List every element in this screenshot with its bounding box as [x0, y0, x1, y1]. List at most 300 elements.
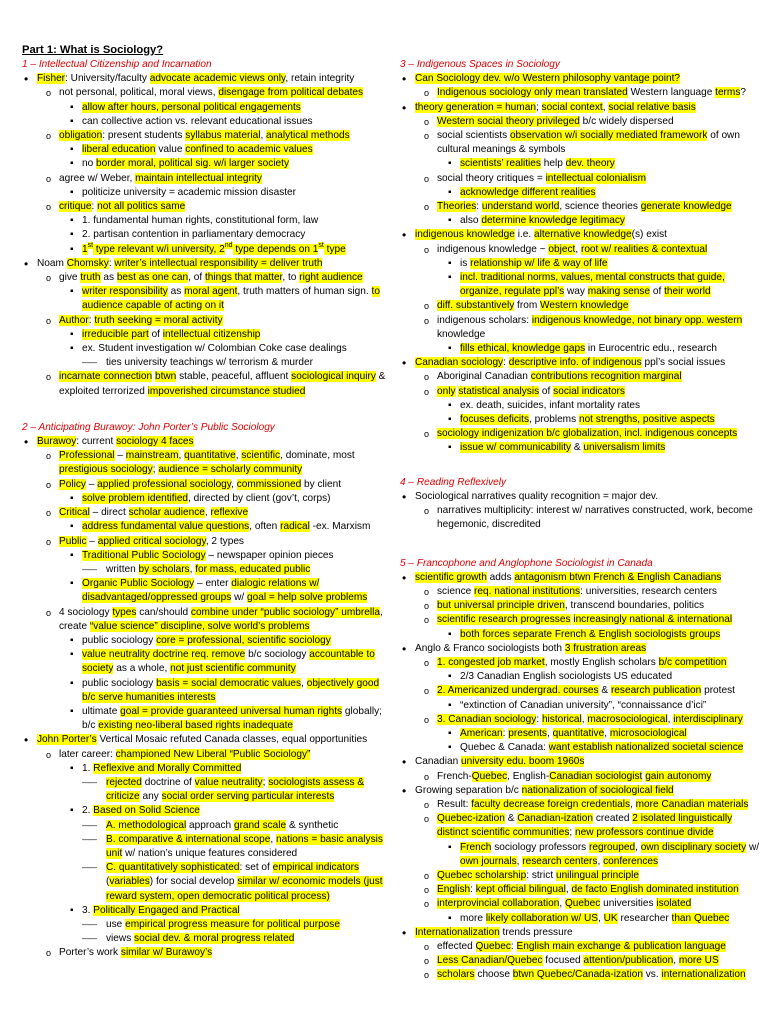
highlighted-text: accountable to society — [82, 649, 375, 675]
highlighted-text: Canadian-ization — [517, 813, 594, 825]
highlighted-text: scientific growth — [415, 571, 487, 583]
highlighted-text: not all politics same — [97, 201, 186, 213]
sub-bullet-item — [46, 314, 394, 328]
highlighted-text: commissioned — [236, 478, 302, 490]
text-run: – — [114, 450, 126, 462]
text-run: , create — [59, 606, 383, 632]
text-run: public sociology — [82, 634, 157, 646]
highlighted-text: sociology 4 faces — [116, 436, 194, 448]
sub-bullet-item — [46, 748, 394, 762]
highlighted-text: Indigenous sociology only mean translated — [437, 87, 628, 99]
text-run: stable, peaceful, affluent — [176, 371, 292, 383]
text-run: 2/3 Canadian English sociologists US educated — [460, 671, 673, 683]
text-run: ex. Student investigation w/ Colombian Coke case dealings — [82, 343, 347, 355]
highlighted-text: both forces separate French & English sociologists groups — [460, 628, 721, 640]
highlighted-text: Theories — [437, 201, 477, 213]
section-heading: 1 – Intellectual Citizenship and Incarnation — [22, 59, 212, 70]
highlighted-text: macrosociological — [587, 713, 668, 725]
text-run: 4 sociology — [59, 606, 113, 618]
text-run: , transcend boundaries, politics — [564, 600, 705, 612]
text-run: w/ nation’s unique features considered — [122, 847, 298, 859]
highlighted-text: basis = social democratic values — [156, 677, 302, 689]
highlighted-text: disengage from political debates — [218, 87, 364, 99]
highlighted-text: applied professional sociology — [97, 478, 232, 490]
highlighted-text: internationalization — [661, 969, 746, 981]
text-run: , English- — [507, 770, 550, 782]
highlighted-text: irreducible part — [82, 328, 149, 340]
highlighted-text: empirical indicators — [272, 862, 360, 874]
highlighted-text: Quebec scholarship — [437, 869, 527, 881]
highlighted-text: rejected — [106, 776, 142, 788]
sub-bullet-item — [82, 918, 394, 932]
highlighted-text: alternative knowledge — [533, 229, 632, 241]
highlighted-text: existing neo-liberal based rights inadequate — [98, 720, 293, 732]
text-run: , — [546, 727, 553, 739]
highlighted-text: indigenous knowledge — [415, 229, 515, 241]
text-run: of — [148, 328, 163, 340]
highlighted-text: social order serving particular interests — [161, 791, 335, 803]
text-run: 1. fundamental human rights, constitutional form, law — [82, 215, 319, 227]
text-run: Quebec & Canada: — [460, 742, 549, 754]
highlighted-text: research centers — [522, 855, 598, 867]
highlighted-text: to audience capable of acting on it — [82, 286, 380, 312]
highlighted-text: obligation — [59, 130, 103, 142]
sub-bullet-item — [70, 577, 394, 605]
highlighted-text: nationalization of sociological field — [521, 784, 674, 796]
text-run: , — [598, 912, 604, 924]
sub-bullet-item — [448, 399, 766, 413]
highlighted-text: value neutrality — [194, 776, 263, 788]
text-run: politicize university = academic mission disaster — [82, 186, 297, 198]
highlighted-text: radical — [280, 521, 310, 533]
text-run: , — [604, 727, 610, 739]
text-run: – — [85, 478, 98, 490]
highlighted-text: diff. substantively — [437, 300, 515, 312]
sub-bullet-item — [46, 271, 394, 285]
sub-bullet-item — [70, 214, 394, 228]
sub-bullet-item — [424, 684, 766, 698]
sub-bullet-item — [70, 634, 394, 648]
sub-bullet-item — [424, 883, 766, 897]
text-run: Porter’s work — [59, 947, 121, 959]
section-heading: 4 – Reading Reflexively — [400, 476, 507, 488]
text-run: knowledge — [437, 328, 486, 340]
sub-bullet-item — [70, 549, 394, 563]
sub-bullet-item — [424, 314, 766, 342]
sub-bullet-item — [70, 492, 394, 506]
highlighted-text: indigenous knowledge, not binary opp. western — [531, 314, 743, 326]
highlighted-text: more US — [678, 955, 719, 967]
text-run: 2. — [82, 805, 94, 817]
text-run: of own cultural meanings & symbols — [437, 130, 740, 156]
sub-bullet-item — [448, 214, 766, 228]
highlighted-text: gain autonomy — [645, 770, 712, 782]
text-run: Western language — [627, 87, 716, 99]
highlighted-text: than Quebec — [671, 912, 730, 924]
highlighted-text: empirical progress measure for political purpose — [125, 918, 340, 930]
highlighted-text: scientific research progresses — [437, 614, 571, 626]
text-run: way — [564, 286, 588, 298]
text-run: , — [559, 898, 565, 910]
highlighted-text: attention/publication — [583, 955, 674, 967]
text-run: & — [598, 685, 611, 697]
highlighted-text: more Canadian materials — [635, 798, 749, 810]
highlighted-text: interdisciplinary — [673, 713, 743, 725]
bullet-item — [402, 490, 766, 504]
sub-bullet-item — [424, 585, 766, 599]
text-run: as — [100, 272, 117, 284]
text-run: protest — [701, 685, 735, 697]
sub-bullet-item — [424, 613, 766, 627]
highlighted-text: confined to academic values — [185, 144, 313, 156]
text-run: & — [571, 442, 584, 454]
highlighted-text: generate knowledge — [640, 201, 732, 213]
text-run: ex. death, suicides, infant mortality rates — [460, 399, 641, 411]
text-run: , — [231, 478, 237, 490]
highlighted-text: own disciplinary society — [640, 841, 747, 853]
text-run: , to — [282, 272, 300, 284]
highlighted-text: antagonism btwn French & English Canadians — [514, 571, 722, 583]
text-run: focused — [542, 955, 584, 967]
highlighted-text: championed New Liberal “Public Sociology” — [115, 748, 311, 760]
highlighted-text: analytical methods — [266, 130, 350, 142]
text-run: 3. — [82, 904, 94, 916]
highlighted-text: social dev. & moral progress related — [134, 933, 295, 945]
highlighted-text: university edu. boom 1960s — [461, 756, 585, 768]
highlighted-text: 2. Americanized undergrad. courses — [437, 685, 599, 697]
sub-bullet-item — [46, 172, 394, 186]
text-run: , — [189, 563, 196, 575]
sub-bullet-item — [424, 656, 766, 670]
highlighted-text: presents — [508, 727, 547, 739]
text-run: : — [503, 357, 509, 369]
highlighted-text: Professional — [59, 450, 115, 462]
highlighted-text: syllabus material — [185, 130, 261, 142]
highlighted-text: own journals — [460, 855, 517, 867]
highlighted-text: type depends on 1 — [232, 243, 319, 255]
sub-bullet-item — [70, 677, 394, 705]
right-column — [400, 58, 766, 983]
sub-bullet-item — [448, 157, 766, 171]
sub-bullet-item — [70, 342, 394, 356]
sub-bullet-item — [70, 228, 394, 242]
highlighted-text: not strengths, positive aspects — [578, 414, 715, 426]
highlighted-text: st — [318, 242, 324, 250]
sub-bullet-item — [448, 670, 766, 684]
bullet-item — [402, 72, 766, 86]
text-run: : — [536, 713, 542, 725]
highlighted-text: Fisher — [37, 73, 66, 85]
highlighted-text: Reflexive and Morally Committed — [93, 762, 242, 774]
highlighted-text: intellectual colonialism — [545, 172, 646, 184]
highlighted-text: relationship w/ life & way of life — [470, 257, 608, 269]
highlighted-text: likely collaboration w/ US — [485, 912, 599, 924]
text-run: from — [514, 300, 541, 312]
sub-bullet-item — [70, 186, 394, 200]
highlighted-text: scientists’ realities — [460, 158, 541, 170]
sub-bullet-item — [448, 741, 766, 755]
highlighted-text: incl. traditional norms, values, mental constructs that guide, organize, regulate ppl’s — [460, 272, 725, 298]
highlighted-text: only — [437, 385, 456, 397]
sub-bullet-item — [46, 606, 394, 634]
highlighted-text: statistical analysis — [458, 385, 540, 397]
highlighted-text: prestigious sociology — [59, 464, 153, 476]
highlighted-text: Canadian sociologist — [549, 770, 643, 782]
highlighted-text: 3 frustration areas — [564, 642, 647, 654]
text-run: ; — [569, 827, 575, 839]
sub-bullet-item — [46, 478, 394, 492]
text-run: Growing separation b/c — [415, 784, 522, 796]
highlighted-text: variables — [109, 876, 150, 888]
highlighted-text: “value science” discipline, solve world’s problems — [89, 620, 310, 632]
highlighted-text: interprovincial collaboration — [437, 898, 560, 910]
text-run: – enter — [194, 578, 232, 590]
text-run: ) for social develop — [149, 876, 238, 888]
text-run: , — [178, 450, 185, 462]
highlighted-text: determine knowledge legitimacy — [481, 215, 625, 227]
text-run: , problems — [529, 414, 579, 426]
highlighted-text: their world — [664, 286, 711, 298]
highlighted-text: English main exchange & publication language — [516, 940, 726, 952]
sub-bullet-item — [424, 770, 766, 784]
sub-bullet-item — [424, 940, 766, 954]
sub-bullet-item — [70, 804, 394, 818]
text-run: sociology professors — [491, 841, 590, 853]
text-run: indigenous scholars: — [437, 314, 532, 326]
highlighted-text: Public — [59, 535, 87, 547]
sub-bullet-item — [448, 841, 766, 869]
text-run: : — [88, 314, 95, 326]
text-run: not personal, political, moral views, — [59, 87, 219, 99]
highlighted-text: applied critical sociology — [97, 535, 206, 547]
bullet-item — [402, 356, 766, 370]
section-heading: 2 – Anticipating Burawoy: John Porter’s Public Sociology — [22, 421, 275, 433]
highlighted-text: want establish nationalized societal science — [548, 742, 744, 754]
highlighted-text: terms — [715, 87, 741, 99]
highlighted-text: making sense — [587, 286, 651, 298]
highlighted-text: Organic Public Sociology — [82, 578, 195, 590]
highlighted-text: things that matter — [204, 272, 283, 284]
highlighted-text: nations = basic analysis unit — [106, 833, 383, 859]
text-run: by client — [301, 478, 342, 490]
text-run: choose — [474, 969, 513, 981]
highlighted-text: Canadian sociology — [415, 357, 504, 369]
sub-bullet-item — [70, 762, 394, 776]
text-run: doctrine of — [141, 776, 195, 788]
text-run: approach — [186, 819, 234, 831]
text-run: , often — [249, 521, 281, 533]
sub-bullet-item — [424, 129, 766, 157]
text-run: : current — [76, 436, 117, 448]
highlighted-text: C. quantitatively sophisticated — [106, 862, 240, 874]
highlighted-text: root w/ realities & contextual — [580, 243, 708, 255]
text-run: & exploited terrorized — [59, 371, 386, 397]
highlighted-text: writer responsibility — [82, 286, 168, 298]
sub-bullet-item — [424, 599, 766, 613]
highlighted-text: border moral, political sig. w/i larger society — [96, 158, 290, 170]
highlighted-text: Can Sociology dev. w/o Western philosophy vantage point? — [415, 73, 681, 85]
highlighted-text: by scholars — [138, 563, 190, 575]
text-run: Noam — [37, 257, 67, 269]
sub-bullet-item — [448, 186, 766, 200]
text-run: ( — [106, 876, 110, 888]
highlighted-text: issue w/ communicability — [460, 442, 572, 454]
text-run: of — [650, 286, 665, 298]
sub-bullet-item — [82, 861, 394, 904]
text-run: narratives multiplicity: interest w/ narratives constructed, work, become hegemonic, discredited — [437, 505, 753, 531]
highlighted-text: 1 — [82, 243, 88, 255]
text-run: : strict — [526, 869, 556, 881]
text-run: : present students — [102, 130, 186, 142]
bullet-item — [24, 72, 394, 86]
highlighted-text: universalism limits — [583, 442, 666, 454]
sub-bullet-item — [448, 699, 766, 713]
text-run: French- — [437, 770, 472, 782]
text-run: , — [673, 955, 679, 967]
highlighted-text: impoverished circumstance studied — [147, 385, 306, 397]
sub-bullet-item — [424, 713, 766, 727]
highlighted-text: de facto English dominated institution — [571, 884, 739, 896]
highlighted-text: quantitative — [552, 727, 605, 739]
sub-bullet-item — [70, 143, 394, 157]
text-run: w/ — [231, 592, 247, 604]
text-run: -ex. Marxism — [309, 521, 371, 533]
text-run: 1. — [82, 762, 94, 774]
sub-bullet-item — [448, 441, 766, 455]
bullet-item — [402, 228, 766, 242]
highlighted-text: st — [87, 242, 94, 250]
sub-bullet-item — [46, 129, 394, 143]
sub-bullet-item — [70, 115, 394, 129]
section-heading: 3 – Indigenous Spaces in Sociology — [400, 59, 560, 70]
highlighted-text: unilingual principle — [555, 869, 639, 881]
text-run: created — [593, 813, 633, 825]
highlighted-text: social context — [541, 101, 603, 113]
text-run: as — [167, 286, 185, 298]
sub-bullet-item — [82, 776, 394, 804]
highlighted-text: A. methodological — [106, 819, 187, 831]
text-run: , truth matters of human sign. — [237, 286, 372, 298]
highlighted-text: regrouped — [589, 841, 636, 853]
highlighted-text: research publication — [610, 685, 702, 697]
text-run: indigenous knowledge ~ — [437, 243, 549, 255]
text-run: : — [470, 884, 476, 896]
sub-bullet-item — [424, 427, 766, 441]
text-run: & synthetic — [286, 819, 339, 831]
highlighted-text: types — [112, 606, 137, 618]
bullet-item — [402, 784, 766, 798]
highlighted-text: dev. theory — [565, 158, 615, 170]
sub-bullet-item — [46, 506, 394, 520]
sub-bullet-item — [424, 115, 766, 129]
highlighted-text: audience = scholarly community — [158, 464, 303, 476]
sub-bullet-item — [82, 833, 394, 861]
highlighted-text: Burawoy — [37, 436, 77, 448]
highlighted-text: req. national institutions — [474, 585, 581, 597]
text-run: : University/faculty — [65, 73, 150, 85]
highlighted-text: liberal education — [82, 144, 156, 156]
highlighted-text: intellectual citizenship — [162, 328, 261, 340]
highlighted-text: type relevant w/i university, 2 — [93, 243, 225, 255]
text-run: views — [106, 933, 135, 945]
text-run: written — [106, 563, 139, 575]
sub-bullet-item — [46, 86, 394, 100]
text-run: as a whole, — [113, 663, 171, 675]
sub-bullet-item — [424, 968, 766, 982]
sub-bullet-item — [448, 342, 766, 356]
sub-bullet-item — [424, 299, 766, 313]
highlighted-text: for mass, educated public — [195, 563, 311, 575]
text-run: , — [581, 713, 588, 725]
text-run: agree w/ Weber, — [59, 172, 136, 184]
text-run: – newspaper opinion pieces — [205, 549, 334, 561]
text-run: , — [516, 855, 523, 867]
sub-bullet-item — [46, 449, 394, 477]
highlighted-text: Quebec — [471, 770, 508, 782]
highlighted-text: conferences — [603, 855, 659, 867]
sub-bullet-item — [82, 563, 394, 577]
sub-bullet-item — [70, 705, 394, 733]
text-run: ; — [535, 101, 542, 113]
highlighted-text: French — [460, 841, 492, 853]
sub-bullet-item — [46, 200, 394, 214]
highlighted-text: American — [460, 727, 503, 739]
highlighted-text: dialogic relations w/ disadvantaged/oppressed groups — [82, 578, 320, 604]
text-run: , retain integrity — [285, 73, 355, 85]
highlighted-text: focuses deficits — [460, 414, 530, 426]
highlighted-text: moral agent — [184, 286, 238, 298]
highlighted-text: Western knowledge — [540, 300, 629, 312]
text-run: Result: — [437, 798, 472, 810]
text-run: value — [155, 144, 186, 156]
sub-bullet-item — [424, 504, 766, 532]
highlighted-text: Quebec-ization — [437, 813, 505, 825]
highlighted-text: kept official bilingual — [475, 884, 566, 896]
text-run: universities — [600, 898, 657, 910]
sub-bullet-item — [448, 413, 766, 427]
highlighted-text: new professors continue divide — [575, 827, 714, 839]
bullet-item — [402, 101, 766, 115]
text-run: , directed by client (gov’t, corps) — [188, 492, 331, 504]
bullet-item — [402, 571, 766, 585]
highlighted-text: scientific — [241, 450, 281, 462]
sub-bullet-item — [424, 86, 766, 100]
text-run: of — [539, 385, 554, 397]
highlighted-text: Author — [59, 314, 89, 326]
bullet-item — [24, 257, 394, 271]
highlighted-text: best as one can — [116, 272, 189, 284]
highlighted-text: understand world — [481, 201, 560, 213]
bullet-item — [24, 733, 394, 747]
sub-bullet-item — [424, 385, 766, 399]
highlighted-text: address fundamental value questions — [82, 521, 250, 533]
text-run: : — [476, 201, 482, 213]
bullet-item — [402, 642, 766, 656]
highlighted-text: advocate academic views only — [149, 73, 286, 85]
highlighted-text: social indicators — [553, 385, 625, 397]
highlighted-text: truth seeking = moral activity — [94, 314, 223, 326]
text-run: “extinction of Canadian university”, “connaissance d’ici” — [460, 699, 707, 711]
text-run: social scientists — [437, 130, 510, 142]
text-run: is — [460, 257, 471, 269]
highlighted-text: Internationalization — [415, 926, 500, 938]
highlighted-text: allow after hours, personal political engagements — [82, 101, 301, 113]
text-run: later career: — [59, 748, 116, 760]
text-run: give — [59, 272, 81, 284]
highlighted-text: combine under “public sociology” umbrella — [190, 606, 380, 618]
sub-bullet-item — [82, 819, 394, 833]
highlighted-text: sociological inquiry — [291, 371, 376, 383]
